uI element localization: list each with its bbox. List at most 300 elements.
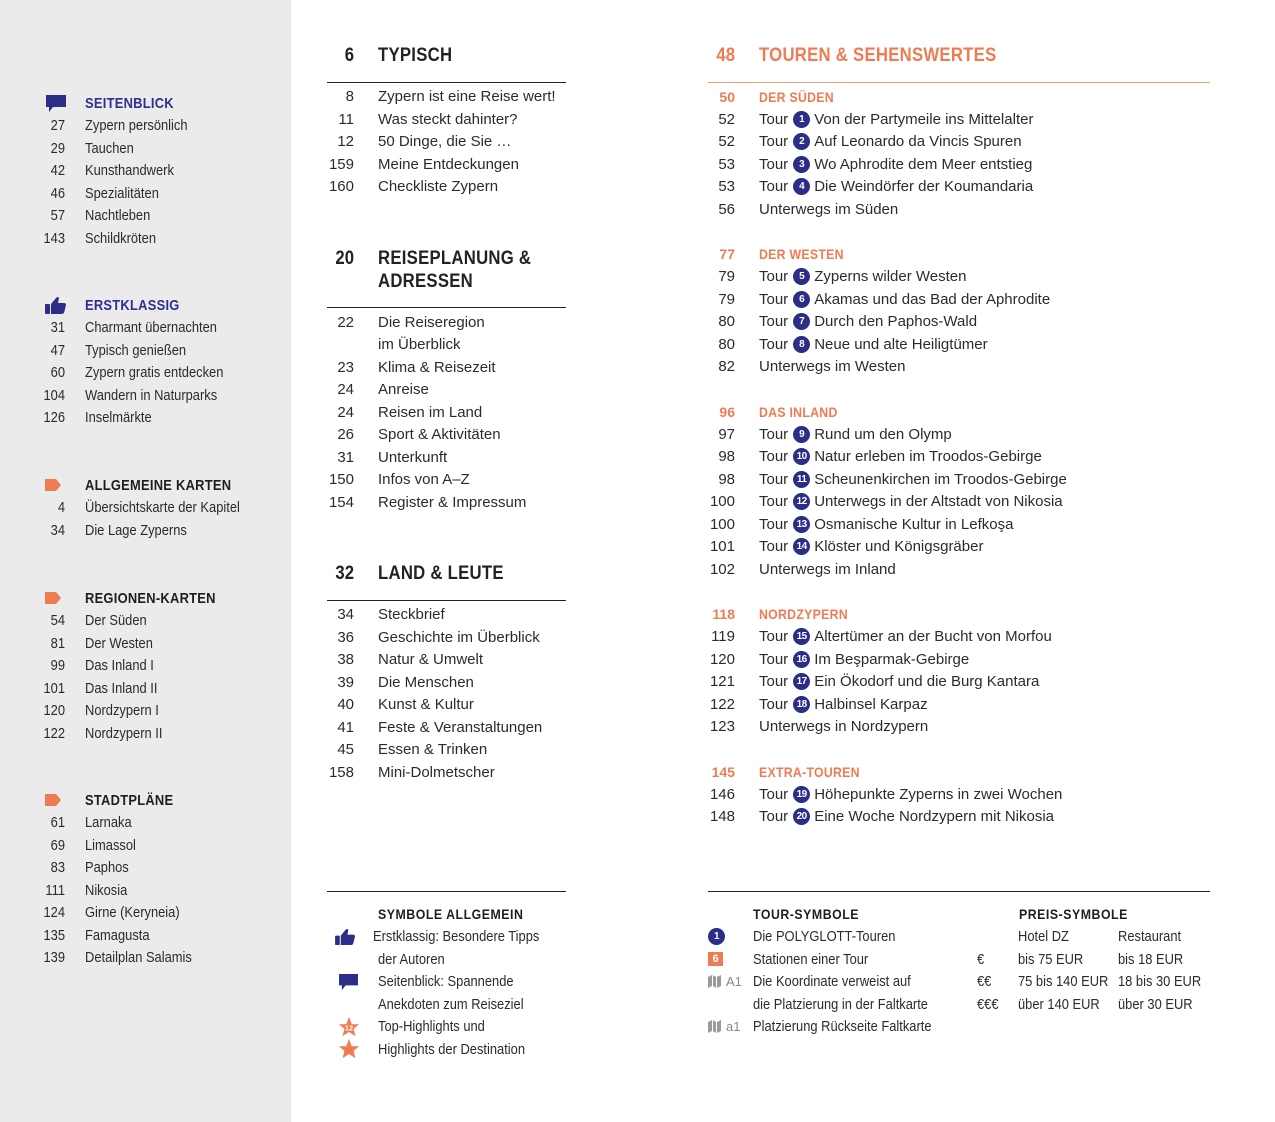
toc-entry[interactable] bbox=[40, 317, 280, 340]
entry-label: Reisen im Land bbox=[378, 403, 483, 421]
entry-label: Akamas und das Bad der Aphrodite bbox=[814, 290, 1051, 308]
entry-label: Steckbrief bbox=[378, 606, 445, 624]
tour-word: Tour bbox=[759, 470, 789, 488]
spacer bbox=[708, 581, 1210, 604]
toc-entry[interactable] bbox=[327, 108, 566, 131]
page-number: 100 bbox=[709, 493, 735, 511]
toc-entry[interactable] bbox=[327, 469, 566, 492]
entry-label: Feste & Veranstaltungen bbox=[378, 718, 543, 736]
page-number: 80 bbox=[718, 335, 735, 353]
toc-entry[interactable] bbox=[40, 610, 280, 633]
page-number: 79 bbox=[718, 290, 735, 308]
toc-entry[interactable] bbox=[40, 857, 280, 880]
tour-number-icon: 16 bbox=[793, 651, 810, 668]
toc-entry[interactable] bbox=[40, 632, 280, 655]
entry-label: Unterwegs im Westen bbox=[759, 358, 906, 376]
toc-entry[interactable] bbox=[40, 137, 280, 160]
entry-label: Scheunenkirchen im Troodos-Gebirge bbox=[814, 470, 1067, 488]
page-number: 31 bbox=[337, 448, 354, 466]
entry-label: Der Westen bbox=[85, 634, 153, 652]
tour-word: Tour bbox=[759, 155, 789, 173]
thumbs-up-icon bbox=[327, 928, 373, 946]
section-header bbox=[40, 92, 280, 115]
page-number: 101 bbox=[43, 679, 66, 697]
toc-entry[interactable] bbox=[327, 716, 566, 739]
tour-word: Tour bbox=[759, 313, 789, 331]
tour-entry[interactable] bbox=[708, 446, 1210, 469]
legend-text: Anekdoten zum Reiseziel bbox=[378, 995, 524, 1013]
tour-entry[interactable] bbox=[708, 131, 1210, 154]
chapter-header[interactable] bbox=[327, 248, 566, 293]
entry-label: Eine Woche Nordzypern mit Nikosia bbox=[814, 808, 1055, 826]
legend-text: Top-Highlights und bbox=[378, 1018, 485, 1036]
tour-entry[interactable] bbox=[708, 783, 1210, 806]
toc-entry[interactable] bbox=[40, 655, 280, 678]
entry-label: Inselmärkte bbox=[85, 409, 152, 427]
page-number: 111 bbox=[45, 881, 65, 899]
legend-item bbox=[708, 971, 1218, 994]
toc-entry[interactable] bbox=[327, 604, 566, 627]
toc-entry[interactable] bbox=[708, 716, 1210, 739]
toc-entry[interactable] bbox=[327, 671, 566, 694]
legend-item bbox=[327, 948, 566, 971]
legend-item bbox=[327, 1038, 566, 1061]
page-number: 40 bbox=[337, 696, 354, 714]
region-header[interactable] bbox=[708, 401, 1210, 424]
toc-entry[interactable] bbox=[40, 339, 280, 362]
map-tab-icon bbox=[40, 479, 85, 491]
page-number: 79 bbox=[718, 268, 735, 286]
divider bbox=[708, 82, 1210, 83]
sidebar-section-stadtplaene bbox=[40, 789, 280, 969]
tour-number-icon: 4 bbox=[793, 178, 810, 195]
entry-label: Famagusta bbox=[85, 926, 150, 944]
entry-label: Die Lage Zyperns bbox=[85, 521, 187, 539]
price-restaurant: bis 18 EUR bbox=[1118, 950, 1184, 968]
entry-label: im Überblick bbox=[378, 336, 461, 354]
entry-label: Limassol bbox=[85, 836, 136, 854]
sidebar-section-erstklassig bbox=[40, 294, 280, 429]
page-number: 154 bbox=[328, 493, 354, 511]
tour-entry[interactable] bbox=[708, 108, 1210, 131]
legend-text: der Autoren bbox=[378, 950, 445, 968]
legend-item bbox=[327, 1016, 566, 1039]
toc-entry[interactable] bbox=[327, 761, 566, 784]
page-number: 8 bbox=[345, 88, 354, 106]
page-number: 80 bbox=[718, 313, 735, 331]
toc-entry[interactable] bbox=[327, 424, 566, 447]
toc-entry[interactable] bbox=[327, 153, 566, 176]
toc-entry[interactable] bbox=[327, 176, 566, 199]
page-number: 24 bbox=[337, 381, 354, 399]
toc-entry[interactable] bbox=[327, 401, 566, 424]
page-number: 29 bbox=[50, 139, 65, 157]
toc-entry[interactable] bbox=[40, 205, 280, 228]
entry-label: Register & Impressum bbox=[378, 493, 527, 511]
tour-word: Tour bbox=[759, 110, 789, 128]
toc-entry[interactable] bbox=[327, 491, 566, 514]
spacer bbox=[708, 221, 1210, 244]
toc-entry[interactable] bbox=[40, 384, 280, 407]
page-number: 122 bbox=[43, 724, 66, 742]
page-number: 39 bbox=[337, 673, 354, 691]
entry-label: Unterwegs in der Altstadt von Nikosia bbox=[814, 493, 1063, 511]
spacer bbox=[708, 378, 1210, 401]
tour-entry[interactable] bbox=[708, 468, 1210, 491]
tour-entry[interactable] bbox=[708, 671, 1210, 694]
page-number: 26 bbox=[337, 426, 354, 444]
speech-bubble-icon bbox=[327, 973, 378, 991]
tour-word: Tour bbox=[759, 673, 789, 691]
tour-number-icon: 11 bbox=[793, 471, 810, 488]
page-number: 45 bbox=[337, 741, 354, 759]
entry-label: Halbinsel Karpaz bbox=[814, 695, 928, 713]
toc-entry[interactable] bbox=[40, 879, 280, 902]
price-column-header: Restaurant bbox=[1118, 928, 1182, 946]
toc-entry[interactable] bbox=[40, 834, 280, 857]
page-number: 38 bbox=[337, 651, 354, 669]
page-number: 54 bbox=[50, 612, 65, 630]
tour-word: Tour bbox=[759, 538, 789, 556]
toc-entry[interactable] bbox=[40, 700, 280, 723]
page-number: 82 bbox=[718, 358, 735, 376]
legend-general bbox=[327, 891, 566, 1061]
entry-label: 50 Dinge, die Sie … bbox=[378, 133, 512, 151]
entry-label: Die Menschen bbox=[378, 673, 474, 691]
page-number: 46 bbox=[50, 184, 65, 202]
entry-label: Nachtleben bbox=[85, 207, 151, 225]
page-number: 11 bbox=[338, 110, 354, 128]
tour-number-icon: 14 bbox=[793, 538, 810, 555]
toc-entry[interactable] bbox=[327, 739, 566, 762]
tour-entry[interactable] bbox=[708, 491, 1210, 514]
region-header[interactable] bbox=[708, 603, 1210, 626]
tour-word: Tour bbox=[759, 178, 789, 196]
toc-entry[interactable] bbox=[40, 677, 280, 700]
tour-entry[interactable] bbox=[708, 626, 1210, 649]
legend-header-row bbox=[708, 903, 1218, 926]
tour-number-icon: 20 bbox=[793, 808, 810, 825]
price-column-header: Hotel DZ bbox=[1018, 928, 1070, 946]
page-number: 102 bbox=[709, 560, 735, 578]
region-header[interactable] bbox=[708, 761, 1210, 784]
toc-entry[interactable] bbox=[327, 356, 566, 379]
chapter-page: 20 bbox=[335, 248, 354, 269]
entry-label: Übersichtskarte der Kapitel bbox=[85, 499, 240, 517]
region-header[interactable] bbox=[708, 86, 1210, 109]
toc-entry[interactable] bbox=[40, 519, 280, 542]
tour-entry[interactable] bbox=[708, 153, 1210, 176]
toc-entry[interactable] bbox=[327, 446, 566, 469]
tour-entry[interactable] bbox=[708, 648, 1210, 671]
toc-entry[interactable] bbox=[40, 947, 280, 970]
region-header[interactable] bbox=[708, 243, 1210, 266]
entry-label: Mini-Dolmetscher bbox=[378, 763, 495, 781]
tour-word: Tour bbox=[759, 785, 789, 803]
chapter-header[interactable] bbox=[327, 563, 566, 586]
tour-word: Tour bbox=[759, 425, 789, 443]
entry-label: Im Beşparmak-Gebirge bbox=[814, 650, 970, 668]
section-title: STADTPLÄNE bbox=[85, 791, 174, 809]
entry-label: Kunsthandwerk bbox=[85, 162, 174, 180]
entry-label: Zyperns wilder Westen bbox=[814, 268, 967, 286]
legend-item bbox=[327, 971, 566, 994]
page-number: 34 bbox=[337, 606, 354, 624]
entry-label: Osmanische Kultur in Lefkoşa bbox=[814, 515, 1014, 533]
spacer bbox=[708, 738, 1210, 761]
toc-entry[interactable] bbox=[40, 812, 280, 835]
legend-text: Die Koordinate verweist auf bbox=[752, 973, 911, 991]
tour-word: Tour bbox=[759, 650, 789, 668]
page-number: 22 bbox=[337, 313, 354, 331]
entry-label: Zypern persönlich bbox=[85, 117, 188, 135]
tour-number-icon: 1 bbox=[793, 111, 810, 128]
entry-label: Kunst & Kultur bbox=[378, 696, 474, 714]
entry-label: Unterwegs in Nordzypern bbox=[759, 718, 929, 736]
page-number: 77 bbox=[719, 246, 735, 263]
chapter-page: 48 bbox=[716, 45, 735, 66]
entry-label: Nikosia bbox=[85, 881, 128, 899]
toc-entry[interactable] bbox=[708, 356, 1210, 379]
page-number: 60 bbox=[50, 364, 65, 382]
tour-number-icon: 7 bbox=[793, 313, 810, 330]
legend-item bbox=[327, 993, 566, 1016]
entry-label: Die Reiseregion bbox=[378, 313, 485, 331]
section-header bbox=[40, 789, 280, 812]
page-number: 12 bbox=[337, 133, 354, 151]
tour-entry[interactable] bbox=[708, 311, 1210, 334]
tour-entry[interactable] bbox=[708, 176, 1210, 199]
toc-entry[interactable] bbox=[327, 694, 566, 717]
chapter-header[interactable] bbox=[708, 45, 1210, 68]
sidebar-section-seitenblick bbox=[40, 92, 280, 250]
tour-word: Tour bbox=[759, 808, 789, 826]
entry-label: Unterwegs im Inland bbox=[759, 560, 896, 578]
tour-number-icon: 13 bbox=[793, 516, 810, 533]
toc-entry[interactable] bbox=[327, 649, 566, 672]
tour-entry[interactable] bbox=[708, 806, 1210, 829]
page-number: 121 bbox=[709, 673, 735, 691]
section-header bbox=[40, 294, 280, 317]
page-number: 96 bbox=[719, 403, 735, 420]
tour-number-icon: 8 bbox=[793, 336, 810, 353]
toc-entry[interactable] bbox=[327, 131, 566, 154]
toc-entry[interactable] bbox=[40, 227, 280, 250]
price-symbol: €€€ bbox=[977, 995, 999, 1013]
entry-label: Was steckt dahinter? bbox=[378, 110, 518, 128]
region-title: DER WESTEN bbox=[759, 246, 844, 263]
tour-number-icon: 12 bbox=[793, 493, 810, 510]
toc-entry[interactable] bbox=[40, 497, 280, 520]
tour-word: Tour bbox=[759, 335, 789, 353]
page-number: 53 bbox=[718, 178, 735, 196]
page-number: 31 bbox=[50, 319, 65, 337]
page-number: 34 bbox=[50, 521, 65, 539]
toc-entry[interactable] bbox=[40, 924, 280, 947]
chapter-title: TOUREN & SEHENSWERTES bbox=[759, 45, 997, 66]
toc-entry-continuation[interactable] bbox=[327, 334, 566, 357]
entry-label: Zypern gratis entdecken bbox=[85, 364, 224, 382]
legend-item bbox=[708, 993, 1218, 1016]
entry-label: Von der Partymeile ins Mittelalter bbox=[814, 110, 1034, 128]
legend-item bbox=[327, 926, 566, 949]
page-number: 61 bbox=[50, 814, 65, 832]
tour-number-icon: 19 bbox=[793, 786, 810, 803]
page-number: 27 bbox=[50, 117, 65, 135]
tour-entry[interactable] bbox=[708, 513, 1210, 536]
toc-entry[interactable] bbox=[327, 86, 566, 109]
page-number: 145 bbox=[711, 763, 735, 780]
chapter-reiseplanung bbox=[327, 248, 566, 514]
entry-label: Auf Leonardo da Vincis Spuren bbox=[814, 133, 1022, 151]
chapter-title: LAND & LEUTE bbox=[378, 563, 504, 584]
entry-label: Die Weindörfer der Koumandaria bbox=[814, 178, 1034, 196]
entry-label: Durch den Paphos-Wald bbox=[814, 313, 978, 331]
legend-text: Seitenblick: Spannende bbox=[378, 973, 514, 991]
tour-entry[interactable] bbox=[708, 423, 1210, 446]
page-number: 150 bbox=[328, 471, 354, 489]
chapter-page: 6 bbox=[344, 45, 354, 66]
page-number: 98 bbox=[718, 448, 735, 466]
page-number: 42 bbox=[50, 162, 65, 180]
speech-bubble-icon bbox=[40, 94, 85, 113]
tour-number-icon: 10 bbox=[793, 448, 810, 465]
entry-label: Girne (Keryneia) bbox=[85, 904, 180, 922]
chapter-title-line: ADRESSEN bbox=[378, 270, 474, 292]
tour-number-icon: 1 bbox=[708, 928, 725, 945]
price-hotel: 75 bis 140 EUR bbox=[1018, 973, 1109, 991]
toc-entry[interactable] bbox=[40, 182, 280, 205]
toc-entry[interactable] bbox=[327, 311, 566, 334]
entry-label: Der Süden bbox=[85, 612, 147, 630]
region-title: DAS INLAND bbox=[759, 403, 838, 420]
page-number: 97 bbox=[718, 425, 735, 443]
page-number: 159 bbox=[328, 155, 354, 173]
page-number: 123 bbox=[709, 718, 735, 736]
entry-label: Zypern ist eine Reise wert! bbox=[378, 88, 556, 106]
chapter-header[interactable] bbox=[327, 45, 566, 68]
map-tab-icon bbox=[40, 794, 85, 806]
station-number-icon: 6 bbox=[708, 952, 723, 966]
tour-entry[interactable] bbox=[708, 333, 1210, 356]
star-icon bbox=[327, 1038, 378, 1060]
legend-item bbox=[708, 1016, 1218, 1039]
entry-label: Larnaka bbox=[85, 814, 132, 832]
sidebar-section-allgemeine-karten bbox=[40, 474, 280, 542]
svg-text:12: 12 bbox=[344, 1023, 353, 1033]
map-coordinate: a1 bbox=[726, 1019, 741, 1035]
divider bbox=[327, 891, 566, 892]
page-number: 146 bbox=[709, 785, 735, 803]
section-title: SEITENBLICK bbox=[85, 94, 174, 112]
page-number: 69 bbox=[50, 836, 65, 854]
tour-word: Tour bbox=[759, 448, 789, 466]
region-title: EXTRA-TOUREN bbox=[759, 763, 860, 780]
chapter-page: 32 bbox=[335, 563, 354, 584]
section-header bbox=[40, 474, 280, 497]
map-tab-icon bbox=[40, 592, 85, 604]
divider bbox=[327, 600, 566, 601]
toc-entry[interactable] bbox=[40, 722, 280, 745]
divider bbox=[327, 307, 566, 308]
price-hotel: über 140 EUR bbox=[1018, 995, 1101, 1013]
entry-label: Geschichte im Überblick bbox=[378, 628, 540, 646]
page-number: 104 bbox=[43, 386, 66, 404]
entry-label: Klöster und Königsgräber bbox=[814, 538, 984, 556]
page-number: 118 bbox=[712, 606, 735, 623]
legend-title: SYMBOLE ALLGEMEIN bbox=[378, 906, 524, 923]
toc-entry[interactable] bbox=[708, 558, 1210, 581]
toc-entry[interactable] bbox=[40, 115, 280, 138]
legend-item bbox=[708, 926, 1218, 949]
entry-label: Infos von A–Z bbox=[378, 471, 470, 489]
entry-label: Checkliste Zypern bbox=[378, 178, 499, 196]
entry-label: Anreise bbox=[378, 381, 429, 399]
page-number: 160 bbox=[328, 178, 354, 196]
entry-label: Sport & Aktivitäten bbox=[378, 426, 501, 444]
entry-label: Altertümer an der Bucht von Morfou bbox=[814, 628, 1052, 646]
tour-word: Tour bbox=[759, 133, 789, 151]
entry-label: Tauchen bbox=[85, 139, 134, 157]
page-number: 158 bbox=[328, 763, 354, 781]
page-number: 52 bbox=[718, 110, 735, 128]
legend-text: Stationen einer Tour bbox=[752, 950, 869, 968]
region-title: NORDZYPERN bbox=[759, 606, 848, 623]
page-number: 124 bbox=[43, 904, 66, 922]
entry-label: Typisch genießen bbox=[85, 341, 187, 359]
thumbs-up-icon bbox=[40, 296, 85, 315]
tour-entry[interactable] bbox=[708, 536, 1210, 559]
chapter-touren bbox=[708, 45, 1210, 828]
toc-entry[interactable] bbox=[40, 407, 280, 430]
sidebar-section-regionen-karten bbox=[40, 587, 280, 745]
tour-word: Tour bbox=[759, 290, 789, 308]
section-title: REGIONEN-KARTEN bbox=[85, 589, 216, 607]
page-number: 36 bbox=[337, 628, 354, 646]
tour-word: Tour bbox=[759, 493, 789, 511]
page-number: 139 bbox=[43, 949, 66, 967]
entry-label: Das Inland I bbox=[85, 657, 154, 675]
tour-entry[interactable] bbox=[708, 266, 1210, 289]
page-number: 119 bbox=[711, 628, 735, 646]
chapter-title: TYPISCH bbox=[378, 45, 453, 66]
tour-entry[interactable] bbox=[708, 693, 1210, 716]
entry-label: Paphos bbox=[85, 859, 129, 877]
price-restaurant: 18 bis 30 EUR bbox=[1118, 973, 1202, 991]
entry-label: Essen & Trinken bbox=[378, 741, 488, 759]
tour-word: Tour bbox=[759, 695, 789, 713]
toc-entry[interactable] bbox=[708, 198, 1210, 221]
map-coordinate: A1 bbox=[726, 974, 742, 990]
legend-text: Platzierung Rückseite Faltkarte bbox=[753, 1018, 932, 1036]
page-number: 100 bbox=[709, 515, 735, 533]
toc-entry[interactable] bbox=[40, 362, 280, 385]
tour-number-icon: 17 bbox=[793, 673, 810, 690]
legend-text: Highlights der Destination bbox=[378, 1040, 526, 1058]
toc-entry[interactable] bbox=[40, 902, 280, 925]
entry-label: Unterwegs im Süden bbox=[759, 200, 899, 218]
entry-label: Nordzypern I bbox=[85, 702, 159, 720]
toc-entry[interactable] bbox=[327, 626, 566, 649]
entry-label: Wandern in Naturparks bbox=[85, 386, 218, 404]
entry-label: Spezialitäten bbox=[85, 184, 159, 202]
tour-entry[interactable] bbox=[708, 288, 1210, 311]
tour-word: Tour bbox=[759, 268, 789, 286]
toc-entry[interactable] bbox=[327, 379, 566, 402]
toc-entry[interactable] bbox=[40, 160, 280, 183]
page-number: 47 bbox=[50, 341, 65, 359]
tour-number-icon: 6 bbox=[793, 291, 810, 308]
